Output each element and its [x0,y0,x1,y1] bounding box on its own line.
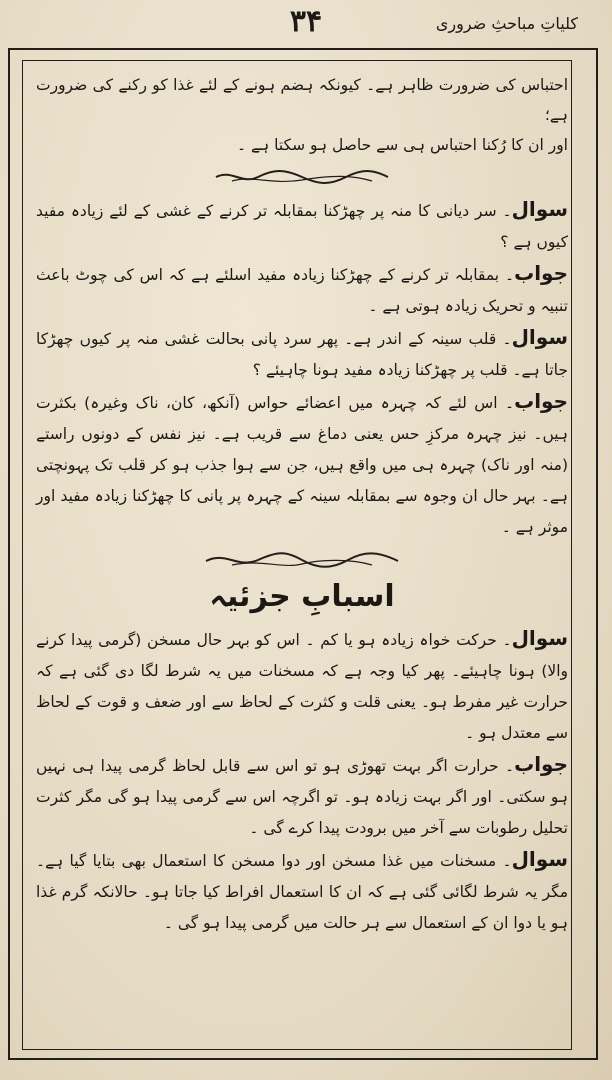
question-label: سوال [511,626,568,650]
page-body [36,70,568,939]
intro-line-2: اور ان کا رُکنا احتباس ہی سے حاصل ہو سکتا ہے ۔ [237,136,568,154]
answer-1 [36,258,568,322]
question-text: ۔ حرکت خواہ زیادہ ہو یا کم ۔ اس کو بہر حال مسخن (گرمی پیدا کرنے والا) ہونا چاہیئے۔ پھر کیا وجہ ہے کہ مسخنات میں یہ شرط لگا دی گئی ہے کہ حرارت غیر مفرط ہو۔ یعنی قلت و کثرت کے لحاظ سے اور ضعف و قوت کے لحاظ سے معتدل ہو ۔ [36,631,568,742]
ornament-divider [36,164,568,190]
question-3 [36,623,568,749]
running-title: کلیاتِ مباحثِ ضروری [435,14,578,33]
question-label: سوال [511,197,568,221]
answer-text: ۔ حرارت اگر بہت تھوڑی ہو تو اس سے قابل لحاظ گرمی پیدا ہی نہیں ہو سکتی۔ اور اگر بہت زیادہ ہو۔ تو اگرچہ اس سے گرمی پیدا ہو گی مگر کثرت تحلیل رطوبات سے آخر میں برودت پیدا کرے گی ۔ [36,757,568,837]
qa-section-1 [36,194,568,543]
question-text: ۔ سر دیانی کا منہ پر چھڑکنا بمقابلہ تر کرنے کے غشی کے لئے زیادہ مفید کیوں ہے ؟ [36,202,568,251]
question-4 [36,844,568,939]
running-header [0,4,612,44]
qa-section-2 [36,623,568,939]
question-label: سوال [511,325,568,349]
answer-label: جواب [514,752,568,776]
section-heading: اسبابِ جزئیہ [209,579,395,614]
answer-label: جواب [514,389,568,413]
ornament-divider [36,547,568,573]
intro-line-1: احتباس کی ضرورت ظاہر ہے۔ کیونکہ ہضم ہونے کے لئے غذا کو رکنے کی ضرورت ہے؛ [36,76,568,124]
answer-text: ۔ بمقابلہ تر کرنے کے چھڑکنا زیادہ مفید اسلئے ہے کہ اس کی چوٹ باعث تنبیہ و تحریک زیادہ ہوتی ہے ۔ [36,266,568,315]
answer-2 [36,386,568,543]
question-1 [36,194,568,258]
question-text: ۔ مسخنات میں غذا مسخن اور دوا مسخن کا استعمال بھی بتایا گیا ہے۔ مگر یہ شرط لگائی گئی ہے کہ ان کا استعمال افراط کیا جاتا ہو۔ حالانکہ گرم غذا ہو یا دوا ان کے استعمال سے ہر حالت میں گرمی پیدا ہو گی ۔ [36,852,568,932]
answer-3 [36,749,568,844]
question-label: سوال [511,847,568,871]
question-2 [36,322,568,386]
question-text: ۔ قلب سینہ کے اندر ہے۔ پھر سرد پانی بحالت غشی منہ پر کیوں چھڑکا جاتا ہے۔ قلب پر چھڑکنا زیادہ مفید ہونا چاہیئے ؟ [36,330,568,379]
answer-text: ۔ اس لئے کہ چہرہ میں اعضائے حواس (آنکھ، کان، ناک وغیرہ) بکثرت ہیں۔ نیز چہرہ مرکزِ حس یعنی دماغ سے قریب ہے۔ نیز نفس کے دونوں راستے (منہ اور ناک) چہرہ ہی میں واقع ہیں، جن سے ہوا جذب ہو کر قلب تک پہونچتی ہے۔ بہر حال ان وجوہ سے بمقابلہ سینہ کے چہرہ پر پانی کا چھڑکنا زیادہ مفید اور موثر ہے ۔ [36,394,568,536]
answer-label: جواب [514,261,568,285]
page-number: ۳۴ [289,4,323,39]
